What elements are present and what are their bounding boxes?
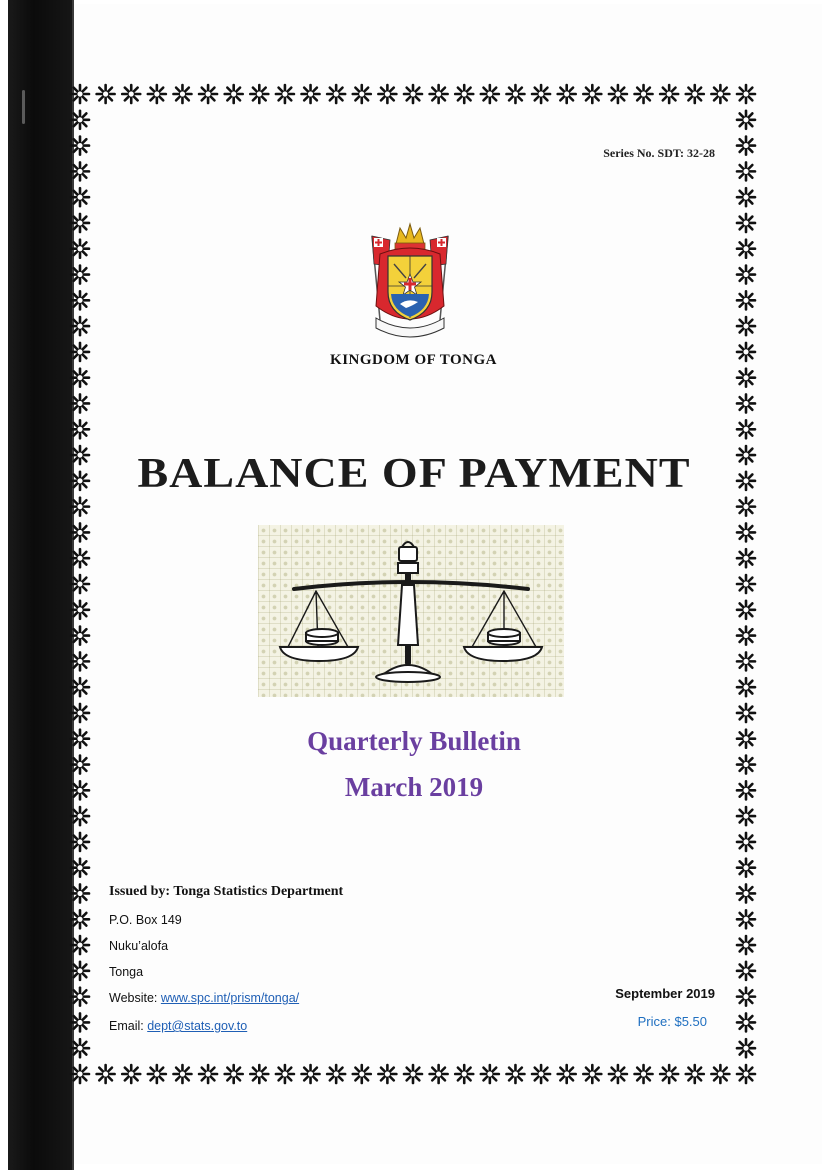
border-star-icon [455, 85, 473, 103]
border-star-icon [737, 807, 755, 825]
border-star-icon [302, 1065, 320, 1083]
border-star-icon [173, 85, 191, 103]
border-star-icon [71, 266, 89, 284]
border-star-icon [737, 756, 755, 774]
border-star-icon [737, 859, 755, 877]
border-star-icon [378, 85, 396, 103]
border-star-icon [737, 833, 755, 851]
border-star-icon [173, 1065, 191, 1083]
email-label: Email: [109, 1019, 148, 1033]
border-star-icon [225, 1065, 243, 1083]
border-star-icon [481, 85, 499, 103]
border-star-icon [71, 523, 89, 541]
border-star-icon [71, 1013, 89, 1031]
border-star-icon [71, 575, 89, 593]
border-star-icon [404, 1065, 422, 1083]
border-star-icon [609, 1065, 627, 1083]
city: Nuku’alofa [109, 939, 169, 953]
border-star-icon [737, 1039, 755, 1057]
border-star-icon [737, 1013, 755, 1031]
border-star-icon [737, 162, 755, 180]
border-star-icon [148, 1065, 166, 1083]
border-star-icon [558, 85, 576, 103]
border-star-icon [71, 291, 89, 309]
border-star-icon [353, 85, 371, 103]
publication-date: September 2019 [615, 986, 715, 1001]
border-star-icon [71, 369, 89, 387]
series-number: Series No. SDT: 32-28 [603, 146, 715, 160]
border-star-icon [506, 85, 524, 103]
border-star-icon [353, 1065, 371, 1083]
bulletin-period: March 2019 [344, 772, 484, 802]
border-star-icon [71, 317, 89, 335]
border-star-icon [737, 369, 755, 387]
border-star-icon [71, 498, 89, 516]
border-star-icon [635, 85, 653, 103]
border-star-icon [148, 85, 166, 103]
border-star-icon [737, 85, 755, 103]
border-star-icon [71, 1065, 89, 1083]
border-star-icon [737, 988, 755, 1006]
border-star-icon [737, 523, 755, 541]
border-star-icon [71, 884, 89, 902]
border-star-icon [250, 1065, 268, 1083]
border-star-icon [532, 1065, 550, 1083]
issued-by: Issued by: Tonga Statistics Department [109, 884, 344, 899]
website-line [109, 991, 299, 1005]
border-star-icon [71, 807, 89, 825]
border-star-icon [737, 936, 755, 954]
border-star-icon [737, 291, 755, 309]
border-star-icon [737, 704, 755, 722]
border-star-icon [122, 1065, 140, 1083]
border-star-icon [71, 549, 89, 567]
border-star-icon [71, 85, 89, 103]
border-star-icon [737, 910, 755, 928]
border-star-icon [71, 420, 89, 438]
border-star-icon [71, 652, 89, 670]
border-star-icon [737, 678, 755, 696]
border-star-icon [225, 85, 243, 103]
border-star-icon [635, 1065, 653, 1083]
border-star-icon [455, 1065, 473, 1083]
border-star-icon [71, 678, 89, 696]
border-star-icon [97, 85, 115, 103]
border-star-icon [737, 652, 755, 670]
border-star-icon [71, 833, 89, 851]
email-line [109, 1019, 247, 1033]
border-star-icon [737, 420, 755, 438]
border-star-icon [404, 85, 422, 103]
border-star-icon [71, 394, 89, 412]
border-star-icon [430, 1065, 448, 1083]
border-star-icon [737, 137, 755, 155]
website-label: Website: [109, 991, 161, 1005]
border-star-icon [660, 85, 678, 103]
border-star-icon [737, 240, 755, 258]
border-star-icon [71, 756, 89, 774]
border-star-icon [430, 85, 448, 103]
border-star-icon [71, 137, 89, 155]
border-star-icon [276, 85, 294, 103]
border-star-icon [558, 1065, 576, 1083]
border-star-icon [71, 962, 89, 980]
border-star-icon [327, 85, 345, 103]
border-star-icon [711, 85, 729, 103]
border-star-icon [583, 1065, 601, 1083]
border-star-icon [250, 85, 268, 103]
border-star-icon [71, 162, 89, 180]
border-star-icon [711, 1065, 729, 1083]
border-star-icon [737, 575, 755, 593]
border-star-icon [737, 111, 755, 129]
border-star-icon [737, 317, 755, 335]
border-star-icon [506, 1065, 524, 1083]
page-title: BALANCE OF PAYMENT [137, 449, 691, 496]
border-star-icon [71, 240, 89, 258]
border-star-icon [583, 85, 601, 103]
border-star-icon [71, 936, 89, 954]
border-star-icon [71, 704, 89, 722]
border-star-icon [737, 962, 755, 980]
border-star-icon [660, 1065, 678, 1083]
border-star-icon [71, 188, 89, 206]
border-star-icon [199, 1065, 217, 1083]
border-star-icon [737, 601, 755, 619]
email-link[interactable]: dept@stats.gov.to [147, 1019, 248, 1033]
website-link[interactable]: www.spc.int/prism/tonga/ [160, 991, 300, 1005]
border-star-icon [737, 188, 755, 206]
border-star-icon [686, 1065, 704, 1083]
border-star-icon [737, 549, 755, 567]
price: Price: $5.50 [637, 1014, 707, 1029]
border-star-icon [737, 884, 755, 902]
border-star-icon [71, 111, 89, 129]
border-star-icon [737, 498, 755, 516]
border-star-icon [609, 85, 627, 103]
border-star-icon [737, 627, 755, 645]
border-star-icon [71, 910, 89, 928]
border-star-icon [276, 1065, 294, 1083]
border-star-icon [71, 1039, 89, 1057]
po-box: P.O. Box 149 [109, 913, 182, 927]
border-star-icon [481, 1065, 499, 1083]
bulletin-title: Quarterly Bulletin [307, 726, 521, 756]
border-star-icon [737, 394, 755, 412]
border-star-icon [199, 85, 217, 103]
border-star-icon [71, 214, 89, 232]
border-star-icon [97, 1065, 115, 1083]
border-star-icon [71, 859, 89, 877]
border-star-icon [71, 601, 89, 619]
border-star-icon [378, 1065, 396, 1083]
border-star-icon [737, 266, 755, 284]
border-star-icon [532, 85, 550, 103]
country: Tonga [109, 965, 144, 979]
border-star-icon [302, 85, 320, 103]
balance-scale-icon [258, 525, 564, 697]
border-star-icon [737, 1065, 755, 1083]
border-star-icon [686, 85, 704, 103]
border-star-icon [71, 988, 89, 1006]
country-name: KINGDOM OF TONGA [330, 352, 497, 368]
border-star-icon [737, 214, 755, 232]
border-star-icon [71, 627, 89, 645]
border-star-icon [122, 85, 140, 103]
border-star-icon [327, 1065, 345, 1083]
tonga-coat-of-arms-icon [358, 220, 462, 344]
